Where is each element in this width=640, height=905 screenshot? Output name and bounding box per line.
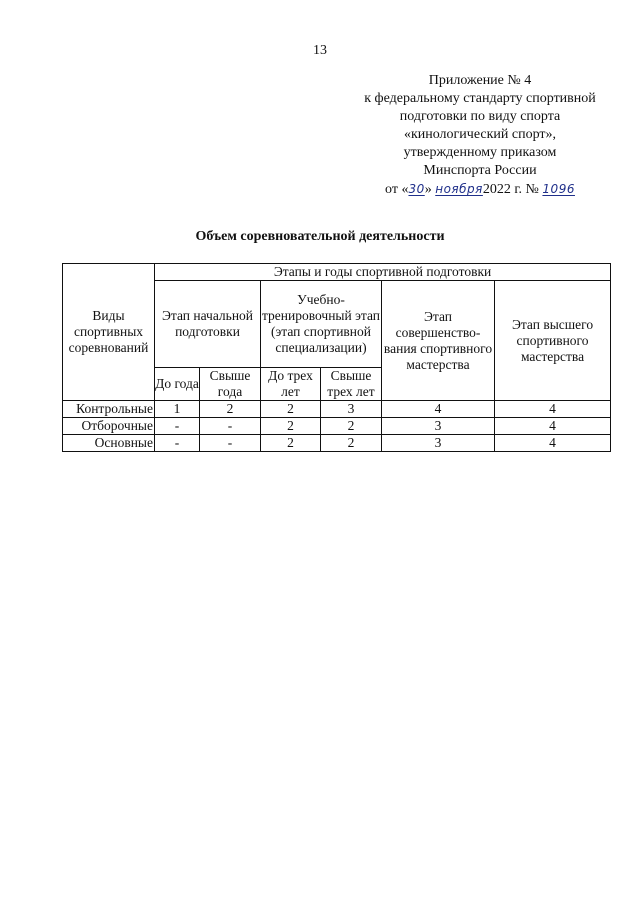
value-cell: 2 [200,401,261,418]
stage-higher-header: Этап высшего спортивного мастерства [495,281,611,401]
table-row [63,418,611,435]
handwritten-month: ноября [435,182,483,196]
appendix-line-1: Приложение № 4 [428,73,532,88]
value-cell: - [155,435,200,452]
handwritten-order-number: 1096 [542,182,575,196]
value-cell: 3 [382,418,495,435]
value-cell: 2 [261,435,321,452]
appendix-line-3: подготовки по виду спорта [399,109,561,124]
header-row-stages [63,264,611,281]
value-cell: - [200,418,261,435]
value-cell: 4 [495,418,611,435]
row-name: Основные [63,435,155,452]
page-number: 13 [313,43,327,58]
handwritten-day: 30 [408,182,425,196]
order-year: 2022 г. № [482,182,539,197]
sub-header-over-three: Свыше трех лет [321,368,382,401]
value-cell: 4 [382,401,495,418]
value-cell: - [155,418,200,435]
date-prefix: от « [385,182,409,197]
row-name: Отборочные [63,418,155,435]
competition-volume-table [62,263,611,452]
value-cell: 2 [321,418,382,435]
document-title: Объем соревновательной деятельности [195,229,445,244]
value-cell: 4 [495,435,611,452]
value-cell: 3 [321,401,382,418]
appendix-line-6: Минспорта России [423,163,537,178]
sub-header-up-to-three: До трех лет [261,368,321,401]
appendix-line-4: «кинологический спорт», [403,127,557,142]
sub-header-up-to-year: До года [155,368,200,401]
value-cell: 4 [495,401,611,418]
stage-training-header: Учебно-тренировочный этап (этап спортивной специализации) [261,281,382,368]
value-cell: 1 [155,401,200,418]
sub-header-over-year: Свыше года [200,368,261,401]
order-date-line [340,180,620,199]
date-mid: » [424,182,432,197]
stage-initial-header: Этап начальной подготовки [155,281,261,368]
value-cell: 2 [321,435,382,452]
value-cell: 2 [261,401,321,418]
table-row [63,435,611,452]
row-name: Контрольные [63,401,155,418]
appendix-header [340,72,620,199]
stage-improvement-header: Этап совершенство-вания спортивного мастерства [382,281,495,401]
value-cell: 2 [261,418,321,435]
appendix-line-5: утвержденному приказом [403,145,557,160]
table-row [63,401,611,418]
value-cell: 3 [382,435,495,452]
appendix-line-2: к федеральному стандарту спортивной [364,91,596,106]
value-cell: - [200,435,261,452]
stages-header-cell: Этапы и годы спортивной подготовки [155,264,611,281]
kinds-header-cell: Виды спортивных соревнований [63,264,155,401]
